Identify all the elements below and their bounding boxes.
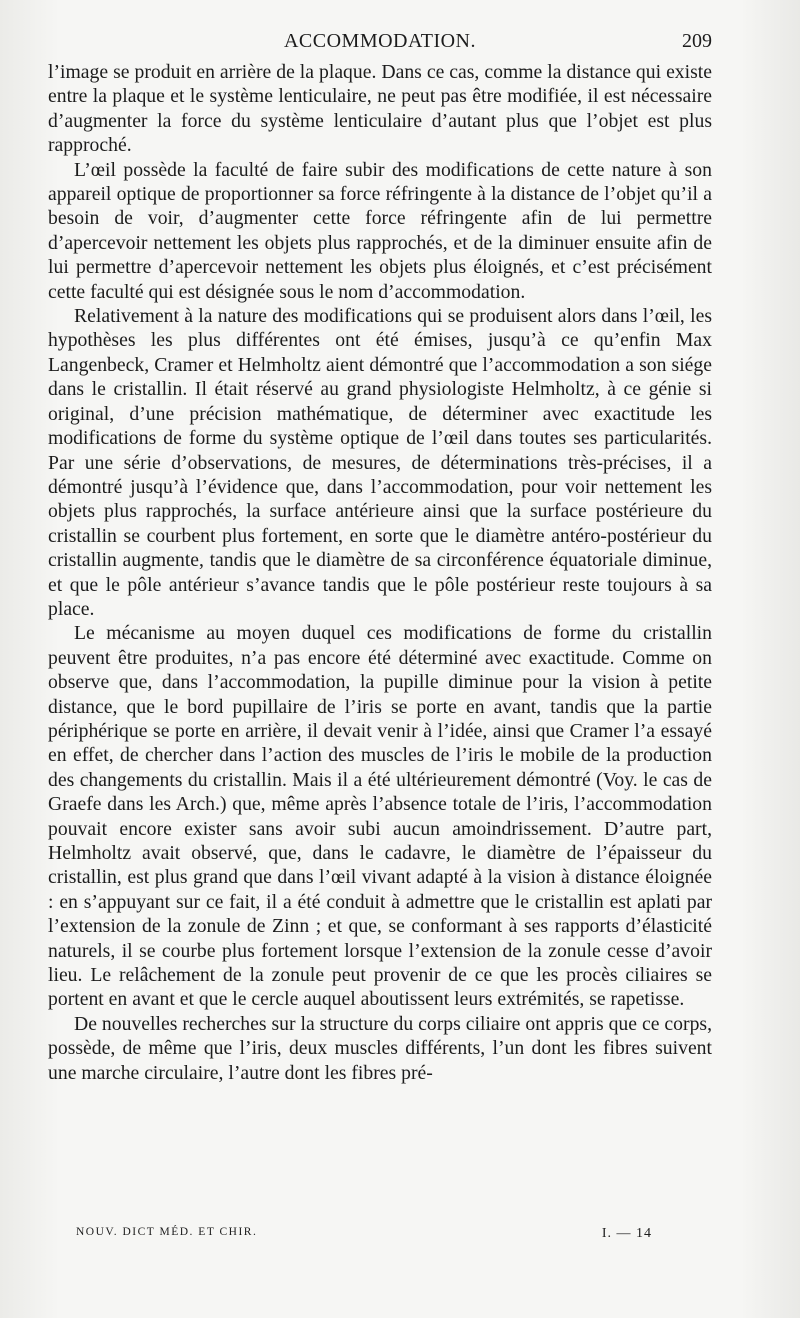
body-text <box>48 60 712 1085</box>
sheet-mark: I. — 14 <box>601 1226 652 1241</box>
paragraph-4: Le mécanisme au moyen duquel ces modifications de forme du cristallin peuvent être produites, n’a pas encore été déterminé avec exactitude. Comme on observe que, dans l’accommodation, la pupille diminue pour la vision à petite distance, que le bord pupillaire de l’iris se porte en avant, tandis que la partie périphérique se porte en arrière, il devait venir à l’idée, ainsi que Cramer l’a essayé en effet, de chercher dans l’action des muscles de l’iris le mobile de la production des changements du cristallin. Mais il a été ultérieurement démontré (Voy. le cas de Graefe dans les Arch.) que, même après l’absence totale de l’iris, l’accommodation pouvait encore exister sans avoir subi aucun amoindrissement. D’autre part, Helmholtz avait observé, que, dans le cadavre, le diamètre de l’épaisseur du cristallin, est plus grand que dans l’œil vivant adapté à la vision à distance éloignée : en s’appuyant sur ce fait, il a été conduit à admettre que le cristallin est aplati par l’extension de la zonule de Zinn ; et que, se conformant à ses rapports d’élasticité naturels, il se courbe plus fortement lorsque l’extension de la zonule cesse d’avoir lieu. Le relâchement de la zonule peut provenir de ce que les procès ciliaires se portent en avant et que le cercle auquel aboutissent leurs extrémités, se rapetisse. <box>48 622 712 1011</box>
paragraph-1: l’image se produit en arrière de la plaque. Dans ce cas, comme la distance qui existe entre la plaque et le système lenticulaire, ne peut pas être modifiée, il est nécessaire d’augmenter la force du système lenticulaire d’autant plus que l’objet est plus rapproché. <box>48 61 712 157</box>
paragraph-3: Relativement à la nature des modifications qui se produisent alors dans l’œil, les hypothèses les plus différentes ont été émises, jusqu’à ce qu’enfin Max Langenbeck, Cramer et Helmholtz aient démontré que l’accommodation a son siége dans le cristallin. Il était réservé au grand physiologiste Helmholtz, à ce génie si original, d’une précision mathématique, de déterminer avec exactitude les modifications de forme du système optique de l’œil dans toutes ses particularités. Par une série d’observations, de mesures, de déterminations très-précises, il a démontré jusqu’à l’évidence que, dans l’accommodation, pour voir nettement les objets plus rapprochés, la surface antérieure ainsi que la surface postérieure du cristallin se courbent plus fortement, en sorte que le diamètre antéro-postérieur du cristallin augmente, tandis que le diamètre de sa circonférence équatoriale diminue, et que le pôle antérieur s’avance tandis que le pôle postérieur reste toujours à sa place. <box>48 305 712 620</box>
page-footer <box>76 1226 652 1250</box>
page-number: 209 <box>682 30 712 52</box>
printer-signature: NOUV. DICT MÉD. ET CHIR. <box>76 1226 258 1238</box>
running-title: ACCOMMODATION. <box>283 30 476 52</box>
running-head <box>48 30 712 60</box>
paragraph-5: De nouvelles recherches sur la structure du corps ciliaire ont appris que ce corps, possède, de même que l’iris, deux muscles différents, l’un dont les fibres suivent une marche circulaire, l’autre dont les fibres pré- <box>48 1012 712 1084</box>
paragraph-2: L’œil possède la faculté de faire subir des modifications de cette nature à son appareil optique de proportionner sa force réfringente à la distance de l’objet qu’il a besoin de voir, d’augmenter cette force réfringente afin de lui permettre d’apercevoir nettement les objets plus rapprochés, et de la diminuer ensuite afin de lui permettre d’apercevoir nettement les objets plus éloignés, et c’est précisément cette faculté qui est désignée sous le nom d’accommodation. <box>48 158 712 303</box>
